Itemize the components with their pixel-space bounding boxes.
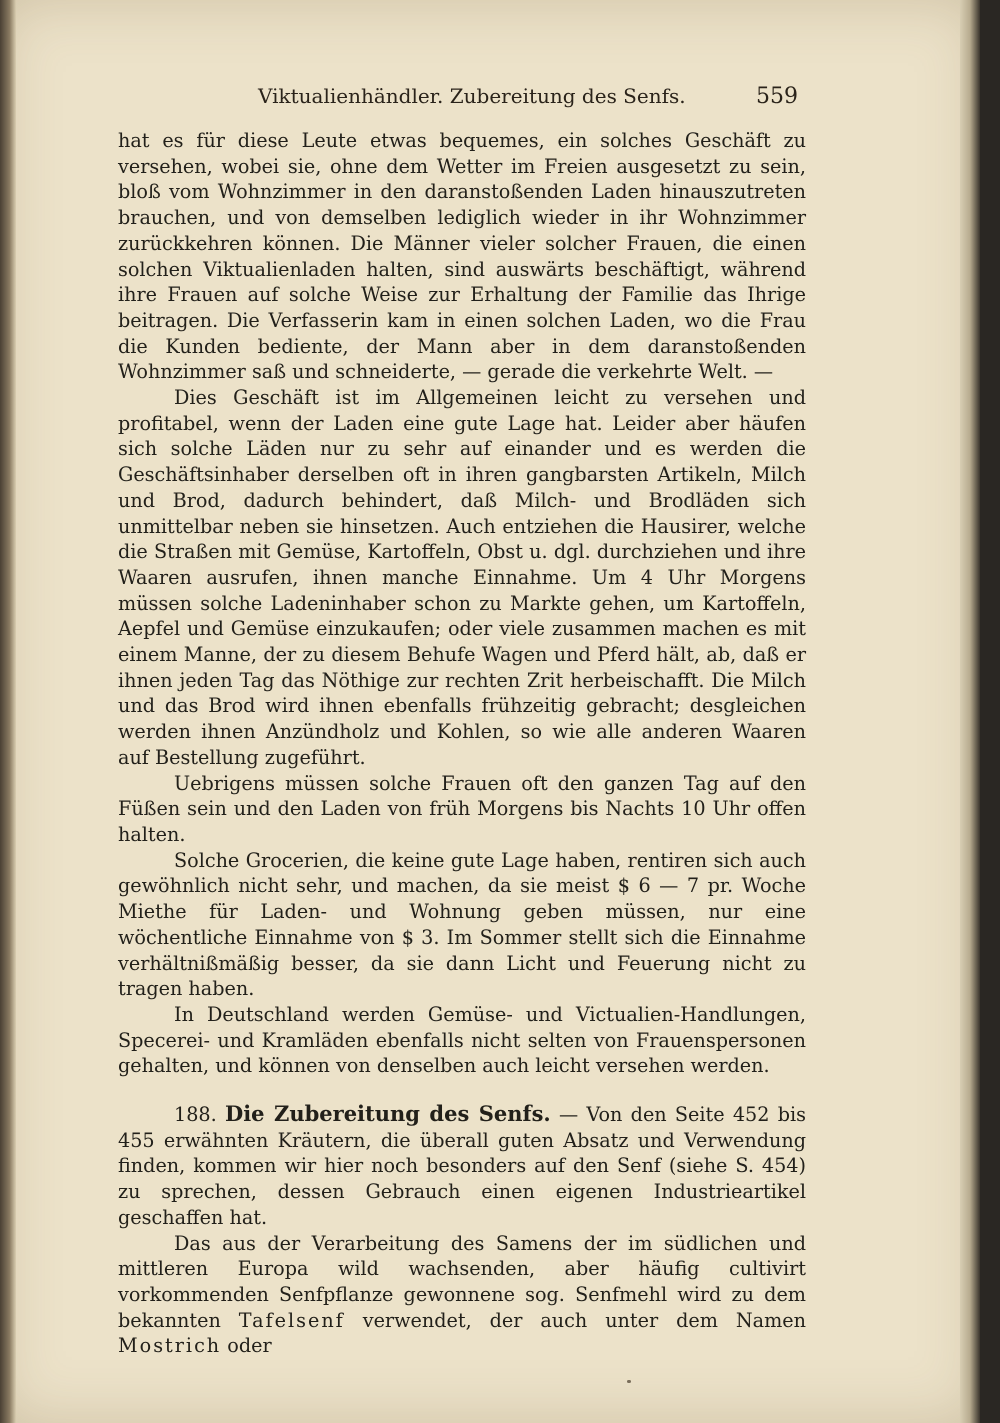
paragraph-text: oder [227,1334,272,1358]
emphasized-term: Tafelsenf [238,1308,345,1332]
page-header [118,84,798,116]
ink-speck [627,1380,631,1383]
paragraph: Uebrigens müssen solche Frauen oft den ganzen Tag auf den Füßen sein und den Laden von früh Morgens bis Nachts 10 Uhr offen halten. [118,771,806,846]
paragraph-text: Das aus der Verarbeitung des Samens der im südlichen und mittleren Europa wild wachsenden, aber häufig cultivirt vorkommenden Senfpflanze gewonnene sog. Senfmehl wird zu dem bekannten [118,1231,806,1332]
paragraph: In Deutschland werden Gemüse- und Victualien-Handlungen, Specerei- und Kramläden ebenfalls nicht selten von Frauenspersonen gehalten, und können von denselben auch leicht versehen werden. [118,1002,806,1078]
running-title: Viktualienhändler. Zubereitung des Senfs. [258,84,686,108]
paragraph-continued: hat es für diese Leute etwas bequemes, ein solches Geschäft zu versehen, wobei sie, ohne dem Wetter im Freien ausgesetzt zu sein, bloß vom Wohnzimmer in den daranstoßenden Laden hinauszutreten brauchen, und von demselben lediglich wieder in ihr Wohnzimmer zurückkehren können. Die Männer vieler solcher Frauen, die einen solchen Viktualienladen halten, sind auswärts beschäftigt, während ihre Frauen auf solche Weise zur Erhaltung der Familie das Ihrige beitragen. Die Verfasserin kam in einen solchen Laden, wo die Frau die Kunden bediente, der Mann aber in dem daranstoßenden Wohnzimmer saß und schneiderte, — gerade die verkehrte Welt. — [118,129,806,384]
section-number: 188. [174,1103,217,1127]
page-number: 559 [756,84,798,109]
paragraph: Solche Grocerien, die keine gute Lage haben, rentiren sich auch gewöhnlich nicht sehr, und machen, da sie meist $ 6 — 7 pr. Woche Miethe für Laden- und Wohnung geben müssen, nur eine wöchentliche Einnahme von $ 3. Im Sommer stellt sich die Einnahme verhältnißmäßig besser, da sie dann Licht und Feuerung nicht zu tragen haben. [118,848,806,1001]
section-paragraph [118,1101,806,1231]
section-body: — Von den Seite 452 bis 455 erwähnten Kräutern, die überall guten Absatz und Verwendung finden, kommen wir hier noch besonders auf den Senf (siehe S. 454) zu sprechen, dessen Gebrauch einen eigenen Industrieartikel geschaffen hat. [118,1103,806,1229]
paragraph-text: verwendet, der auch unter dem Namen [362,1308,806,1332]
paragraph: Dies Geschäft ist im Allgemeinen leicht zu versehen und profitabel, wenn der Laden eine gute Lage hat. Leider aber häufen sich solche Läden nur zu sehr auf einander und es werden die Geschäftsinhaber derselben oft in ihren gangbarsten Artikeln, Milch und Brod, dadurch behindert, daß Milch- und Brodläden sich unmittelbar neben sie hinsetzen. Auch entziehen die Hausirer, welche die Straßen mit Gemüse, Kartoffeln, Obst u. dgl. durchziehen und ihre Waaren ausrufen, ihnen manche Einnahme. Um 4 Uhr Morgens müssen solche Ladeninhaber schon zu Markte gehen, um Kartoffeln, Aepfel und Gemüse einzukaufen; oder viele zusammen machen es mit einem Manne, der zu diesem Behufe Wagen und Pferd hält, ab, daß er ihnen jeden Tag das Nöthige zur rechten Zrit herbeischafft. Die Milch und das Brod wird ihnen ebenfalls frühzeitig gebracht; desgleichen werden ihnen Anzündholz und Kohlen, so wie alle anderen Waaren auf Bestellung zugeführt. [118,386,806,769]
page-edge [960,0,980,1423]
body-text [118,128,806,1359]
paragraph [118,1231,806,1360]
book-gutter [0,0,16,1423]
section-title: Die Zubereitung des Senfs. [224,1101,551,1127]
emphasized-term: Mostrich [118,1334,222,1358]
